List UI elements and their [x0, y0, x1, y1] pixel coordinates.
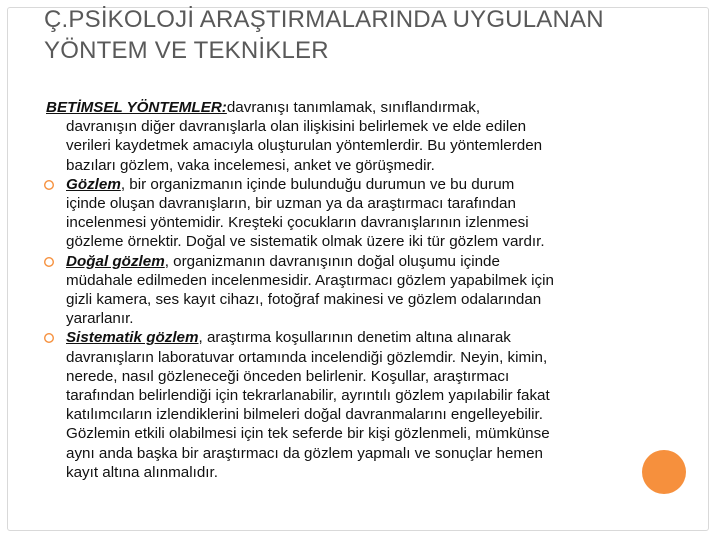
bullet-1-line-2: içinde oluşan davranışların, bir uzman ya da araştırmacı tarafından: [66, 195, 516, 213]
bullet-1-line-4: gözleme örnektir. Doğal ve sistematik olmak üzere iki tür gözlem vardır.: [66, 233, 545, 251]
bullet-item: [46, 252, 686, 329]
intro-lead: BETİMSEL YÖNTEMLER:: [46, 99, 227, 116]
intro-text-1: davranışı tanımlamak, sınıflandırmak,: [226, 99, 481, 116]
bullet-2-line-3: gizli kamera, ses kayıt cihazı, fotoğraf makinesi ve gözlem odalarından: [66, 291, 542, 309]
circle-outline-bullet-icon: [43, 332, 55, 344]
bullet-3-line-4: tarafından belirlendiği için tekrarlanabilir, ayrıntılı gözlem yapılabilir fakat: [66, 387, 550, 405]
intro-line-1: [46, 98, 686, 117]
intro-line-2: davranışın diğer davranışlarla olan ilişkisini belirlemek ve elde edilen: [66, 118, 527, 136]
bullet-1-term: Gözlem: [66, 175, 121, 193]
bullet-3-line-1: [46, 328, 686, 347]
bullet-1-line-1: [46, 175, 686, 194]
bullet-3-line-7: aynı anda başka bir araştırmacı da gözlem yapmalı ve sonuçlar hemen: [66, 444, 543, 462]
bullet-3-line-3: nerede, nasıl gözleneceği önceden belirlenir. Koşullar, araştırmacı: [66, 367, 510, 385]
bullet-item: [46, 328, 686, 482]
bullet-item: [46, 175, 686, 252]
bullet-2-line-4: yararlanır.: [66, 310, 134, 328]
bullet-2-term: Doğal gözlem: [66, 252, 165, 270]
title-line-1: Ç.PSİKOLOJİ ARAŞTIRMALARINDA UYGULANAN: [44, 6, 604, 33]
circle-outline-bullet-icon: [43, 179, 55, 191]
bullet-2-text-1: , organizmanın davranışının doğal oluşumu içinde: [164, 252, 500, 270]
bullet-1-text-1: , bir organizmanın içinde bulunduğu durumun ve bu durum: [120, 175, 515, 193]
intro-line-3: verileri kaydetmek amacıyla oluşturulan yöntemlerdir. Bu yöntemlerden: [66, 137, 543, 155]
intro-paragraph: [46, 98, 686, 175]
bullet-3-text-1: , araştırma koşullarının denetim altına alınarak: [198, 329, 511, 347]
bullet-1-line-3: incelenmesi yöntemidir. Kreşteki çocukların davranışlarının izlenmesi: [66, 214, 529, 232]
bullet-3-line-5: katılımcıların izlendiklerini bilmeleri doğal davranmalarını engelleyebilir.: [66, 406, 543, 424]
circle-outline-bullet-icon: [43, 256, 55, 268]
bullet-3-term: Sistematik gözlem: [66, 329, 199, 347]
intro-line-4: bazıları gözlem, vaka incelemesi, anket ve görüşmedir.: [66, 156, 435, 174]
orange-circle-decoration: [642, 450, 686, 494]
slide-title: [44, 4, 704, 66]
title-line-2: YÖNTEM VE TEKNİKLER: [44, 37, 329, 64]
bullet-2-line-1: [46, 252, 686, 271]
bullet-3-line-6: Gözlemin etkili olabilmesi için tek seferde bir kişi gözlenmeli, mümkünse: [66, 425, 550, 443]
bullet-2-line-2: müdahale edilmeden incelenmesidir. Araştırmacı gözlem yapabilmek için: [66, 271, 554, 289]
bullet-3-line-8: kayıt altına alınmalıdır.: [66, 463, 218, 481]
slide-body: [46, 98, 686, 482]
bullet-3-line-2: davranışların laboratuvar ortamında incelendiği gözlemdir. Neyin, kimin,: [66, 348, 548, 366]
